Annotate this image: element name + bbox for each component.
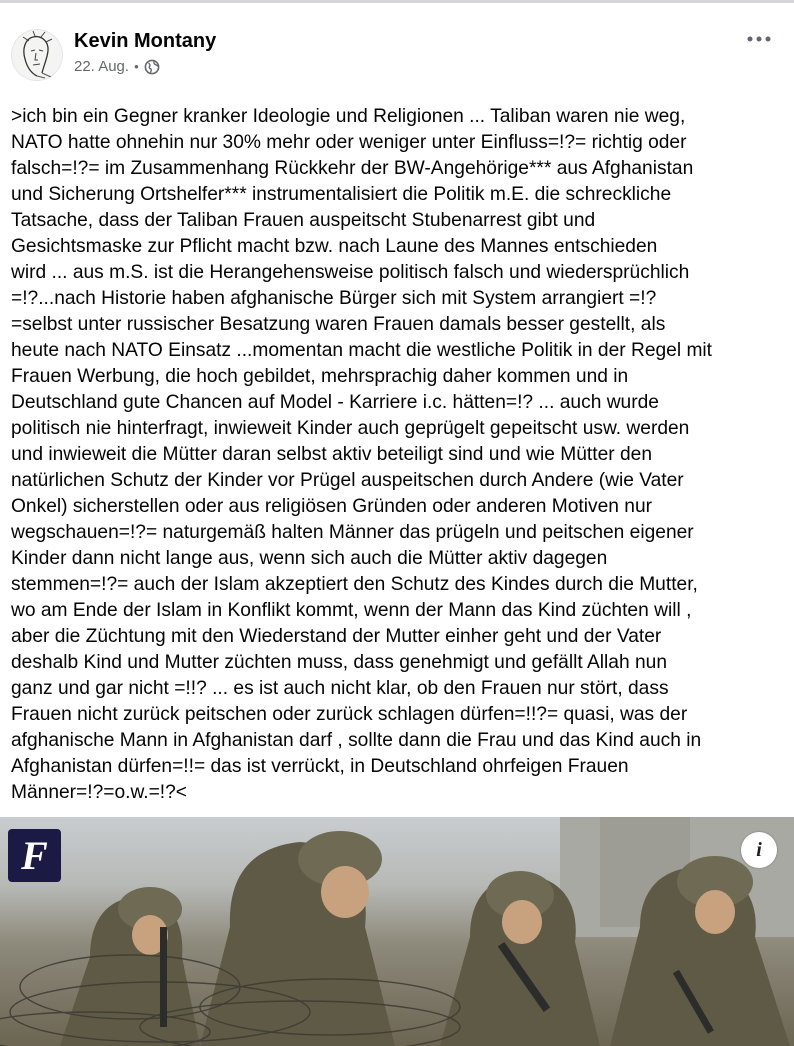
meta-separator: •: [134, 59, 139, 74]
author-name[interactable]: Kevin Montany: [74, 30, 217, 52]
post-date[interactable]: 22. Aug.: [74, 58, 130, 75]
more-options-icon[interactable]: [743, 28, 775, 50]
post-text: >ich bin ein Gegner kranker Ideologie und Religionen ... Taliban waren nie weg, NATO hatte ohnehin nur 30% mehr oder weniger unter Einfluss=!?= richtig oder falsch=!?= im Zusammenhang Rückkehr der BW-Angehörige*** aus Afghanistan und Sicherung Ortshelfer*** instrumentalisiert die Politik m.E. die schreckliche Tatsache, dass der Taliban Frauen auspeitscht Stubenarrest gibt und Gesichtsmaske zur Pflicht macht bzw. nach Laune des Mannes entschieden wird ... aus m.S. ist die Herangehensweise politisch falsch und wiedersprüchlich =!?...nach Historie haben afghanische Bürger sich mit System arrangiert =!? =selbst unter russischer Besatzung waren Frauen damals besser gestellt, als heute nach NATO Einsatz ...momentan macht die westliche Politik in der Regel mit Frauen Werbung, die hoch gebildet, mehrsprachig daher kommen und in Deutschland gute Chancen auf Model - Karriere i.c. hätten=!? ... auch wurde politisch nie hinterfragt, inwieweit Kinder auch geprügelt gepeitscht usw. werden und inwieweit die Mütter daran selbst aktiv beteiligt sind und wie Mütter den natürlichen Schutz der Kinder vor Prügel auspeitschen durch Andere (wie Vater Onkel) sicherstellen oder aus religiösen Gründen oder anderen Motiven nur wegschauen=!?= naturgemäß halten Männer das prügeln und peitschen eigener Kinder dann nicht lange aus, wenn sich auch die Mütter aktiv dagegen stemmen=!?= auch der Islam akzeptiert den Schutz des Kindes durch die Mutter, wo am Ende der Islam in Konflikt kommt, wenn der Mann das Kind züchten will , aber die Züchtung mit den Wiederstand der Mutter einher geht und der Vater deshalb Kind und Mutter züchten muss, dass genehmigt und gefällt Allah nun ganz und gar nicht =!!? ... es ist auch nicht klar, ob den Frauen nur stört, dass Frauen nicht zurück peitschen oder zurück schlagen dürfen=!!?= quasi, was der afghanische Mann in Afghanistan darf , sollte dann die Frau und das Kind auch in Afghanistan dürfen=!!= das ist verrückt, in Deutschland ohrfeigen Frauen Männer=!?=o.w.=!?<: [11, 106, 713, 803]
publisher-logo-letter: F: [21, 832, 48, 878]
avatar-sketch-image: [11, 29, 63, 81]
publisher-logo[interactable]: [8, 829, 61, 882]
info-icon[interactable]: [741, 832, 777, 868]
globe-icon[interactable]: [144, 59, 160, 75]
author-avatar[interactable]: [11, 29, 63, 81]
post-image[interactable]: [0, 817, 794, 1046]
info-label: i: [756, 838, 762, 861]
post-meta: [74, 58, 160, 75]
soldiers-photo: [0, 817, 794, 1046]
top-divider: [0, 0, 794, 3]
